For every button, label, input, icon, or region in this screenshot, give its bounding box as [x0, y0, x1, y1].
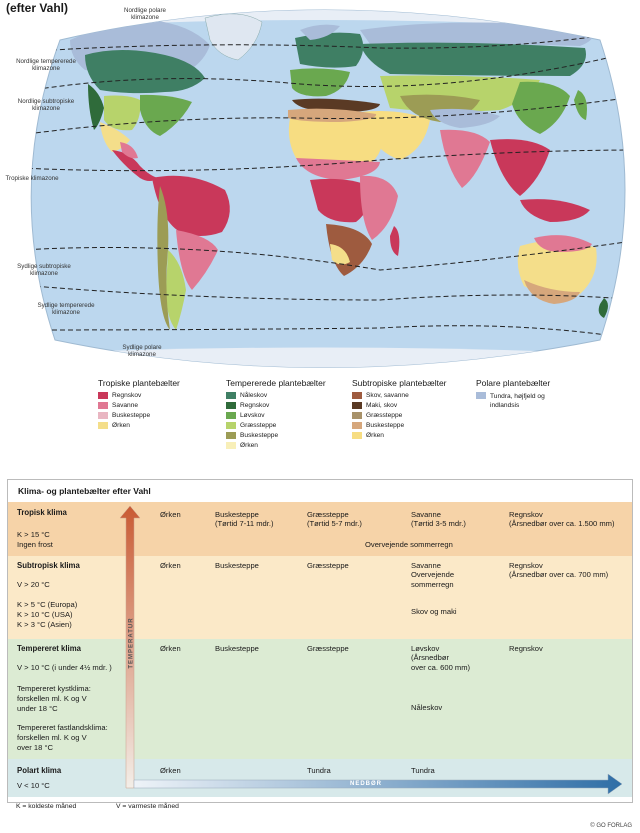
- table-cell: Skov og maki: [411, 607, 457, 616]
- table-cell: Overvejende sommerregn: [365, 540, 453, 549]
- legend-tropical: [98, 378, 180, 432]
- table-cell: Savanne: [411, 510, 441, 519]
- legend-label: Regnskov: [112, 392, 142, 399]
- legend-label: Nåleskov: [240, 392, 268, 399]
- table-cell: (Årsnedbør: [411, 653, 449, 662]
- table-cell: Græssteppe: [307, 561, 349, 570]
- zone-label-sydlige-subtropiske: Sydlige subtropiske klimazone: [17, 263, 71, 277]
- table-cell: Regnskov: [509, 510, 543, 519]
- table-cell: Buskesteppe: [215, 510, 259, 519]
- europe-taiga: [295, 33, 363, 68]
- legend-temperate-title: Tempererede plantebælter: [226, 378, 326, 388]
- row-desc: K > 5 °C (Europa): [17, 600, 78, 609]
- legend-item: [98, 402, 180, 412]
- legend-item: [226, 412, 326, 422]
- legend-tropical-title: Tropiske plantebælter: [98, 378, 180, 388]
- legend-item: [352, 392, 447, 402]
- legend-swatch: [226, 412, 236, 419]
- row-desc: Tempereret fastlandsklima:: [17, 723, 108, 732]
- row-name: Tropisk klima: [17, 508, 67, 517]
- legend-label: Tundra, højfjeld og indlandsis: [490, 393, 545, 409]
- row-desc: V > 20 °C: [17, 580, 50, 589]
- axes: [8, 480, 632, 802]
- legend-swatch: [226, 402, 236, 409]
- legend-swatch: [352, 422, 362, 429]
- legend-swatch: [352, 412, 362, 419]
- table-cell: Løvskov: [411, 644, 440, 653]
- legend-polar-title: Polare plantebælter: [476, 378, 551, 388]
- legend-swatch: [98, 412, 108, 419]
- legend-subtropical-title: Subtropiske plantebælter: [352, 378, 447, 388]
- legend-label: Maki, skov: [366, 402, 398, 409]
- table-cell: Tundra: [411, 766, 435, 775]
- legend-polar: [476, 378, 558, 410]
- climate-table: [7, 479, 633, 803]
- row-desc: K > 3 °C (Asien): [17, 620, 72, 629]
- axis-label-temperature: TEMPERATUR: [128, 617, 135, 669]
- legend-swatch: [98, 392, 108, 399]
- table-cell: (Tørtid 5-7 mdr.): [307, 519, 362, 528]
- legend-item: [352, 432, 447, 442]
- table-cell: Tundra: [307, 766, 331, 775]
- row-name: Subtropisk klima: [17, 561, 80, 570]
- row-desc: under 18 °C: [17, 704, 58, 713]
- legend-item: [226, 442, 326, 452]
- legend-swatch: [98, 422, 108, 429]
- table-cell: (Tørtid 3-5 mdr.): [411, 519, 466, 528]
- table-cell: (Tørtid 7-11 mdr.): [215, 519, 274, 528]
- footnote-v: V = varmeste måned: [116, 803, 179, 810]
- zone-label-nordlige-polare: Nordlige polare klimazone: [124, 7, 166, 21]
- table-cell: Buskesteppe: [215, 644, 259, 653]
- table-cell: (Årsnedbør over ca. 1.500 mm): [509, 519, 615, 528]
- footnote-k: K = koldeste måned: [16, 803, 77, 810]
- legend-label: Ørken: [112, 422, 130, 429]
- siberia-tundra: [360, 22, 593, 46]
- credit: © GO FORLAG: [590, 823, 632, 829]
- legend-item: [352, 402, 447, 412]
- row-desc: Tempereret kystklima:: [17, 684, 91, 693]
- row-desc: forskellen ml. K og V: [17, 733, 87, 742]
- sahara-desert: [289, 115, 383, 163]
- legend-item: [476, 392, 558, 410]
- legend-subtropical: [352, 378, 447, 442]
- row-desc: V > 10 °C (i under 4½ mdr. ): [17, 663, 112, 672]
- legend-swatch: [352, 402, 362, 409]
- zone-label-sydlige-tempererede: Sydlige tempererede klimazone: [37, 302, 95, 316]
- legend-swatch: [226, 442, 236, 449]
- legend-swatch: [476, 392, 486, 399]
- legend-label: Ørken: [366, 432, 384, 439]
- table-cell: Nåleskov: [411, 703, 443, 712]
- legend-label: Buskesteppe: [366, 422, 405, 429]
- row-desc: over 18 °C: [17, 743, 53, 752]
- table-cell: Regnskov: [509, 644, 543, 653]
- legend-item: [352, 412, 447, 422]
- table-cell: Ørken: [160, 766, 181, 775]
- legend-item: [226, 392, 326, 402]
- legend-swatch: [352, 432, 362, 439]
- legend-label: Savanne: [112, 402, 139, 409]
- row-name: Tempereret klima: [17, 644, 81, 653]
- legend-label: Regnskov: [240, 402, 270, 409]
- table-cell: Græssteppe: [307, 644, 349, 653]
- legend-swatch: [226, 392, 236, 399]
- table-cell: Buskesteppe: [215, 561, 259, 570]
- axis-label-precipitation: NEDBØR: [350, 781, 383, 787]
- row-name: Polart klima: [17, 766, 62, 775]
- legend-item: [98, 422, 180, 432]
- legend-label: Ørken: [240, 442, 258, 449]
- legend-swatch: [352, 392, 362, 399]
- legend-temperate: [226, 378, 326, 452]
- zone-label-nordlige-subtropiske: Nordlige subtropiske klimazone: [17, 98, 75, 112]
- table-cell: Ørken: [160, 510, 181, 519]
- legend-item: [98, 412, 180, 422]
- legend-item: [226, 432, 326, 442]
- legend-label: Græssteppe: [366, 412, 403, 419]
- map-title: (efter Vahl): [6, 1, 69, 15]
- table-title: Klima- og plantebælter efter Vahl: [18, 486, 151, 496]
- legend-label: Græssteppe: [240, 422, 277, 429]
- world-vegetation-map: [0, 0, 640, 375]
- legend-item: [226, 402, 326, 412]
- legend-swatch: [226, 432, 236, 439]
- table-cell: over ca. 600 mm): [411, 663, 471, 672]
- legend-item: [352, 422, 447, 432]
- table-cell: Overvejende: [411, 570, 455, 579]
- row-desc: forskellen ml. K og V: [17, 694, 87, 703]
- zone-label-nordlige-tempererede: Nordlige tempererede klimazone: [16, 58, 76, 72]
- legend-label: Løvskov: [240, 412, 265, 419]
- legend-item: [226, 422, 326, 432]
- table-cell: Ørken: [160, 561, 181, 570]
- row-desc: V < 10 °C: [17, 781, 50, 790]
- table-cell: Ørken: [160, 644, 181, 653]
- legend-swatch: [98, 402, 108, 409]
- antarctic-ice: [0, 348, 640, 376]
- legend-label: Buskesteppe: [240, 432, 279, 439]
- legend-swatch: [226, 422, 236, 429]
- zone-label-tropiske: Tropiske klimazone: [5, 175, 59, 182]
- table-cell: Savanne: [411, 561, 441, 570]
- row-desc: Ingen frost: [17, 540, 53, 549]
- table-cell: Græssteppe: [307, 510, 349, 519]
- legend-item: [98, 392, 180, 402]
- table-cell: (Årsnedbør over ca. 700 mm): [509, 570, 609, 579]
- legend-label: Buskesteppe: [112, 412, 151, 419]
- table-cell: Regnskov: [509, 561, 543, 570]
- row-desc: K > 15 °C: [17, 530, 50, 539]
- zone-label-sydlige-polare: Sydlige polare klimazone: [122, 344, 162, 358]
- legend-label: Skov, savanne: [366, 392, 409, 399]
- row-desc: K > 10 °C (USA): [17, 610, 73, 619]
- table-cell: sommerregn: [411, 580, 454, 589]
- siberia-taiga: [360, 43, 586, 76]
